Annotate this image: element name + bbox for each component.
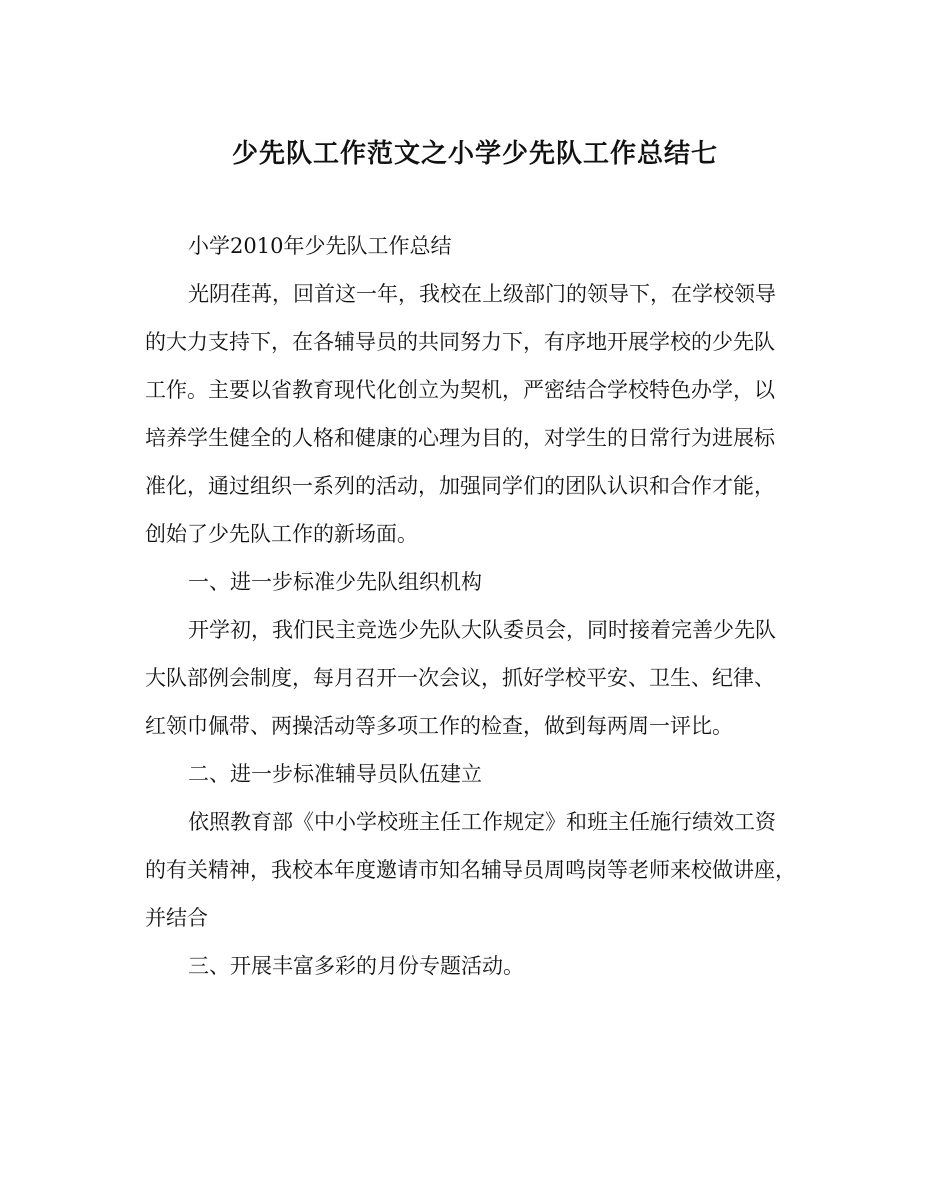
body-line: 的大力支持下，在各辅导员的共同努力下，有序地开展学校的少先队 [145, 330, 775, 354]
section-heading: 二、进一步标准辅导员队伍建立 [188, 762, 482, 786]
body-line: 开学初，我们民主竞选少先队大队委员会，同时接着完善少先队 [188, 618, 776, 642]
document-body [145, 222, 810, 990]
body-line: 小学2010年少先队工作总结 [188, 234, 452, 258]
section-heading: 一、进一步标准少先队组织机构 [188, 570, 482, 594]
body-line: 光阴荏苒，回首这一年，我校在上级部门的领导下，在学校领导 [188, 282, 776, 306]
body-line: 并结合 [145, 906, 208, 930]
body-line: 准化，通过组织一系列的活动，加强同学们的团队认识和合作才能， [145, 474, 775, 498]
section-heading: 三、开展丰富多彩的月份专题活动。 [188, 954, 524, 978]
body-line: 依照教育部《中小学校班主任工作规定》和班主任施行绩效工资 [188, 810, 776, 834]
body-line: 红领巾佩带、两操活动等多项工作的检查，做到每两周一评比。 [145, 714, 733, 738]
body-line: 大队部例会制度，每月召开一次会议，抓好学校平安、卫生、纪律、 [145, 666, 775, 690]
body-line: 的有关精神，我校本年度邀请市知名辅导员周鸣岗等老师来校做讲座， [145, 858, 796, 882]
document-title: 少先队工作范文之小学少先队工作总结七 [231, 139, 718, 169]
body-line: 培养学生健全的人格和健康的心理为目的，对学生的日常行为进展标 [145, 426, 775, 450]
body-line: 工作。主要以省教育现代化创立为契机，严密结合学校特色办学，以 [145, 378, 775, 402]
body-line: 创始了少先队工作的新场面。 [145, 522, 418, 546]
